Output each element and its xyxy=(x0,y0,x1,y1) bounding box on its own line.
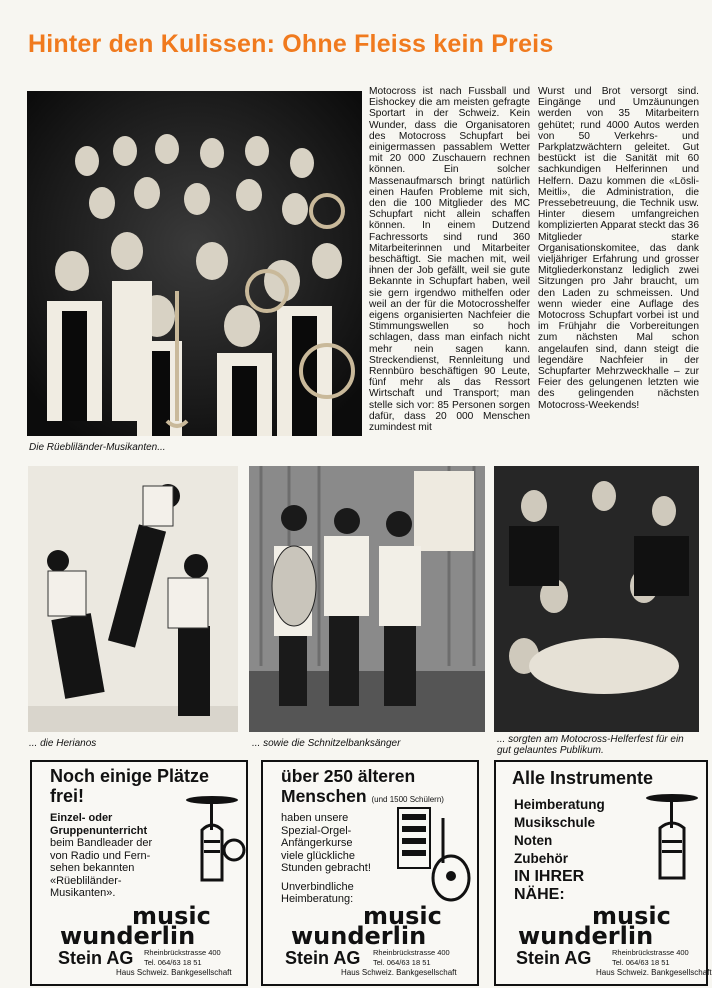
ad-1-brand-wunderlin: wunderlin xyxy=(60,922,196,950)
ad-3-street: Rheinbrückstrasse 400 xyxy=(612,948,689,957)
caption-band: Die Rüebliländer-Musikanten... xyxy=(29,442,166,453)
ad-2-tel: Tel. 064/63 18 51 xyxy=(373,958,431,967)
ad-2-brand-wunderlin: wunderlin xyxy=(291,922,427,950)
ad-1-body: Einzel- oder Gruppenunterricht beim Bandleader der von Radio und Fern- sehen bekannten «Rüebliländer- Musikanten». xyxy=(50,812,153,899)
ad-2-brand-music: music xyxy=(363,902,442,930)
band-photo xyxy=(27,91,362,436)
ad-3-company: Stein AG xyxy=(516,948,592,968)
organ-guitar-illustration xyxy=(393,798,473,908)
article-column-2: Wurst und Brot versorgt sind. Eingänge und Umzäunungen werden von 35 Mitarbeitern gehütet; rund 4000 Autos werden von 50 Verkehrs- und Parkplatzwächtern geleitet. Gut bestückt ist die Sanität mit 60 sachkundigen Helferinnen und Helfern. Dazu kommen die «Lösli-Meitli», die Administration, die Pressebetreuung, die Technik usw. Hinter diesem umfangreichen komplizierten Apparat steckt das 36 Mitglieder starke Organisationskomitee, das dank vieljähriger Erfahrung und grosser Mitgliederkonstanz lediglich zwei Sitzungen pro Jahr braucht, um den Laden zu schmeissen. Und wenn wieder eine Auflage des Motocross Schupfart vorbei ist und im Frühjahr die Vorbereitungen zum nächsten Mal schon angelaufen sind, dann steigt die legendäre Nachfeier in der Schupfarter Mehrzweckhalle – zur Feier des gelungenen letzten wie des gelingenden nächsten Motocross-Weekends! xyxy=(538,86,699,411)
ad-1-headline: Noch einige Plätze frei! xyxy=(50,766,210,806)
ad-2-headline: über 250 älteren Menschen (und 1500 Schülern) xyxy=(281,766,444,806)
ad-2-company: Stein AG xyxy=(285,948,361,968)
ad-music-lessons[interactable] xyxy=(30,760,248,986)
caption-helferfest: ... sorgten am Motocross-Helferfest für ein gut gelauntes Publikum. xyxy=(497,734,684,756)
ad-organ-courses[interactable] xyxy=(261,760,479,986)
ad-1-brand-music: music xyxy=(132,902,211,930)
ad-3-brand-music: music xyxy=(592,902,671,930)
trumpet-illustration xyxy=(642,788,702,888)
page-title: Hinter den Kulissen: Ohne Fleiss kein Preis xyxy=(28,30,554,58)
ad-2-body: haben unsere Spezial-Orgel- Anfängerkurse viele glückliche Stunden gebracht! Unverbindliche Heimberatung: xyxy=(281,812,371,905)
ad-3-body: Heimberatung Musikschule Noten Zubehör IN IHRER NÄHE: xyxy=(514,797,605,903)
ad-3-tel: Tel. 064/63 18 51 xyxy=(612,958,670,967)
ad-1-tel: Tel. 064/63 18 51 xyxy=(144,958,202,967)
caption-herianos: ... die Herianos xyxy=(29,738,97,749)
helferfest-photo xyxy=(494,466,699,732)
ad-1-house: Haus Schweiz. Bankgesellschaft xyxy=(116,968,232,977)
ad-2-street: Rheinbrückstrasse 400 xyxy=(373,948,450,957)
ad-3-house: Haus Schweiz. Bankgesellschaft xyxy=(596,968,712,977)
schnitzelbank-photo xyxy=(249,466,485,732)
instrument-illustration xyxy=(182,790,244,890)
ad-instruments[interactable] xyxy=(494,760,712,986)
ad-2-house: Haus Schweiz. Bankgesellschaft xyxy=(341,968,457,977)
ad-1-company: Stein AG xyxy=(58,948,134,968)
herianos-photo xyxy=(28,466,238,732)
ad-1-street: Rheinbrückstrasse 400 xyxy=(144,948,221,957)
ad-3-headline: Alle Instrumente xyxy=(512,768,654,788)
caption-schnitzelbank: ... sowie die Schnitzelbanksänger xyxy=(252,738,401,749)
ad-3-brand-wunderlin: wunderlin xyxy=(518,922,654,950)
article-column-1: Motocross ist nach Fussball und Eishockey die am meisten gefragte Sportart in der Schweiz. Kein Wunder, dass die Organisatoren des Motocross Schupfart bei einigermassen passablem Wetter mit 20 000 Zuschauern rechnen können. Ein solcher Massenaufmarsch bringt natürlich einen Haufen Probleme mit sich, den die 100 Mitglieder des MC Schupfart nicht allein schaffen können. In einem Dutzend Fachressorts sind rund 360 Mitarbeiterinnen und Mitarbeiter beschäftigt. Sie machen mit, weil ihnen der Job gefällt, weil sie gute Bekannte in Schupfart haben, weil sie gern irgendwo mithelfen oder weil an der für die Motocrosshelfer eigens organisierten Nachfeier die Stimmungswellen so hoch schlagen, dass man einfach nicht mehr nein sagen kann. Streckendienst, Rennleitung und Rennbüro beschäftigen 90 Leute, fünf mehr als das Ressort Wirtschaft und Transport; man stelle sich vor: 85 Personen sorgen dafür, dass 20 000 Menschen zumindest mit xyxy=(369,86,530,434)
